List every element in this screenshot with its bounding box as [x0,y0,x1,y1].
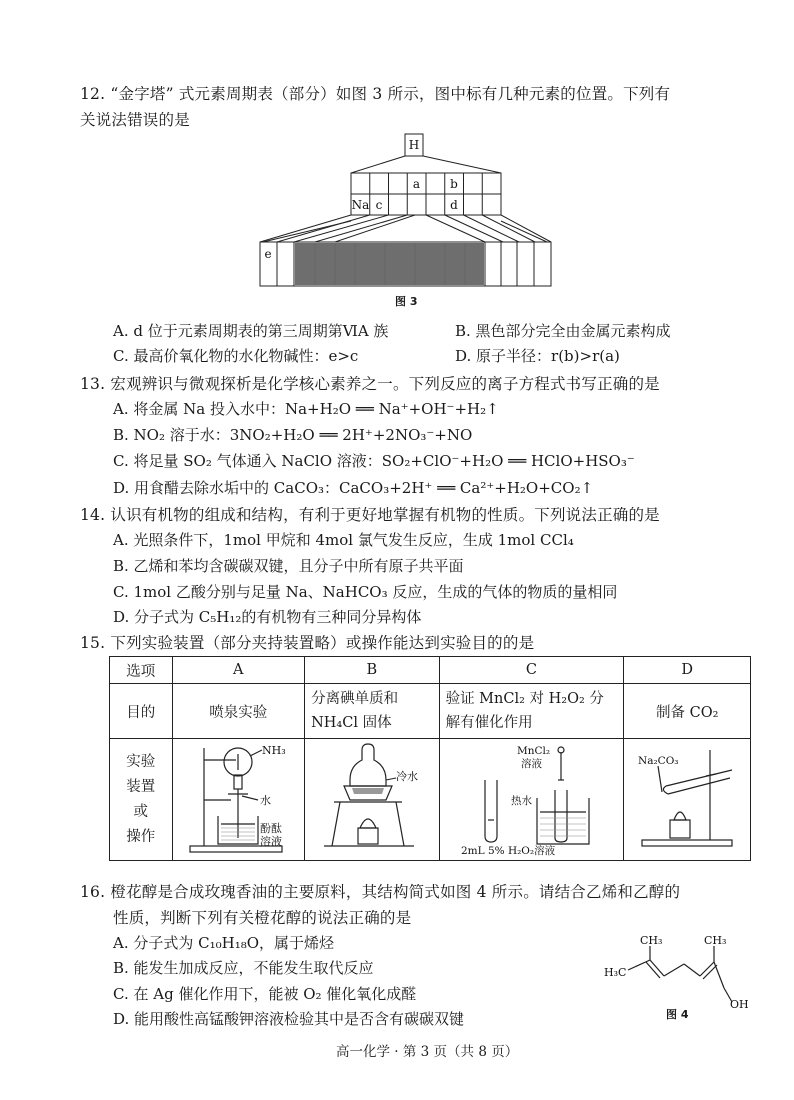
c-mncl2-label-2: 溶液 [521,757,543,770]
struct-h3c: H₃C [604,966,627,979]
apparatus-label-4: 操作 [126,828,156,845]
struct-ch3-right: CH₃ [704,934,727,947]
apparatus-d [624,739,751,861]
apparatus-label [110,739,173,861]
apparatus-a [172,739,305,861]
purpose-a: 喷泉实验 [172,684,305,739]
label-a: a [412,177,421,191]
q16-option-d: D. 能用酸性高锰酸钾溶液检验其中是否含有碳碳双键 [113,1010,465,1028]
q14-option-c: C. 1mol 乙酸分别与足量 Na、NaHCO₃ 反应，生成的气体的物质的量相同 [113,583,618,601]
label-h: H [408,138,420,152]
q15-stem: 15. 下列实验装置（部分夹持装置略）或操作能达到实验目的的是 [80,634,535,652]
label-e: e [264,247,272,261]
q14-option-a: A. 光照条件下，1mol 甲烷和 4mol 氯气发生反应，生成 1mol CCl₄ [113,531,574,549]
label-b: b [450,177,458,191]
q16-option-c: C. 在 Ag 催化作用下，能被 O₂ 催化氧化成醛 [113,985,417,1003]
purpose-d: 制备 CO₂ [624,684,751,739]
fountain-apparatus-figure [176,740,300,856]
struct-oh: OH [730,998,749,1011]
q12-option-d: D. 原子半径：r(b)>r(a) [455,347,620,365]
q14-option-d: D. 分子式为 C₅H₁₂的有机物有三种同分异构体 [113,608,422,626]
q12-option-b: B. 黑色部分完全由金属元素构成 [455,322,671,340]
c-h2o2-label: 2mL 5% H₂O₂溶液 [461,844,556,856]
purpose-b [305,684,439,739]
struct-ch3-left: CH₃ [640,934,663,947]
purpose-label: 目的 [110,684,173,739]
label-c: c [375,198,383,212]
apparatus-row [110,739,751,861]
c-mncl2-label-1: MnCl₂ [517,744,551,757]
apparatus-c [439,739,624,861]
q12-stem-line1: 12. “金字塔” 式元素周期表（部分）如图 3 所示，图中标有几种元素的位置。下列有 [80,85,671,103]
header-b: B [305,657,439,684]
label-d: d [450,198,458,212]
q12-option-a: A. d 位于元素周期表的第三周期第ⅥA 族 [113,322,389,340]
purpose-b-line1: 分离碘单质和 [311,691,399,707]
purpose-b-line2: NH₄Cl 固体 [311,715,392,731]
q13-option-a: A. 将金属 Na 投入水中：Na+H₂O ══ Na⁺+OH⁻+H₂↑ [113,400,499,418]
q16-stem-line1: 16. 橙花醇是合成玫瑰香油的主要原料，其结构简式如图 4 所示。请结合乙烯和乙醇的 [80,883,681,901]
header-option: 选项 [110,657,173,684]
co2-apparatus-figure [628,740,746,856]
q14-stem: 14. 认识有机物的组成和结构，有利于更好地掌握有机物的性质。下列说法正确的是 [80,506,660,524]
q13-stem: 13. 宏观辨识与微观探析是化学核心素养之一。下列反应的离子方程式书写正确的是 [80,375,660,393]
a-water-label: 水 [260,793,272,807]
b-cold-water-label: 冷水 [395,769,418,783]
sublimation-apparatus-figure [310,740,434,856]
header-a: A [172,657,305,684]
c-hot-water-label: 热水 [511,794,533,807]
purpose-c-line1: 验证 MnCl₂ 对 H₂O₂ 分 [445,691,604,707]
header-c: C [439,657,624,684]
q14-option-b: B. 乙烯和苯均含碳碳双键，且分子中所有原子共平面 [113,557,464,575]
a-phenol-label-1: 酚酞 [260,821,283,835]
header-d: D [624,657,751,684]
d-na2co3-label: Na₂CO₃ [638,754,679,767]
figure-4-caption: 图 4 [666,1008,689,1021]
page-footer: 高一化学 · 第 3 页（共 8 页） [336,1044,519,1060]
purpose-c [439,684,624,739]
purpose-c-line2: 解有催化作用 [445,715,533,731]
label-na: Na [351,198,370,212]
purpose-row [110,684,751,739]
q13-option-b: B. NO₂ 溶于水：3NO₂+H₂O ══ 2H⁺+2NO₃⁻+NO [113,426,473,444]
apparatus-label-2: 装置 [126,778,156,795]
q16-option-b: B. 能发生加成反应，不能发生取代反应 [113,959,374,977]
q12-stem-line2: 关说法错误的是 [80,111,190,129]
catalysis-apparatus-figure [441,740,621,856]
figure-3-caption: 图 3 [395,295,418,308]
apparatus-b [305,739,439,861]
a-nh3-label: NH₃ [262,743,286,757]
q16-stem-line2: 性质，判断下列有关橙花醇的说法正确的是 [113,909,412,927]
table-header-row [110,657,751,684]
a-phenol-label-2: 溶液 [260,834,283,848]
black-region [295,243,484,285]
q13-option-c: C. 将足量 SO₂ 气体通入 NaClO 溶液：SO₂+ClO⁻+H₂O ══ HClO+HSO₃⁻ [113,452,635,470]
nerol-structure-figure [600,932,760,1014]
experiment-table [109,656,751,861]
apparatus-label-1: 实验 [126,753,156,770]
pyramid-periodic-table-figure [255,132,555,292]
q13-option-d: D. 用食醋去除水垢中的 CaCO₃：CaCO₃+2H⁺ ══ Ca²⁺+H₂O+CO₂↑ [113,479,594,497]
apparatus-label-3: 或 [133,803,148,820]
q16-option-a: A. 分子式为 C₁₀H₁₈O，属于烯烃 [113,934,335,952]
q12-option-c: C. 最高价氧化物的水化物碱性：e>c [113,347,359,365]
